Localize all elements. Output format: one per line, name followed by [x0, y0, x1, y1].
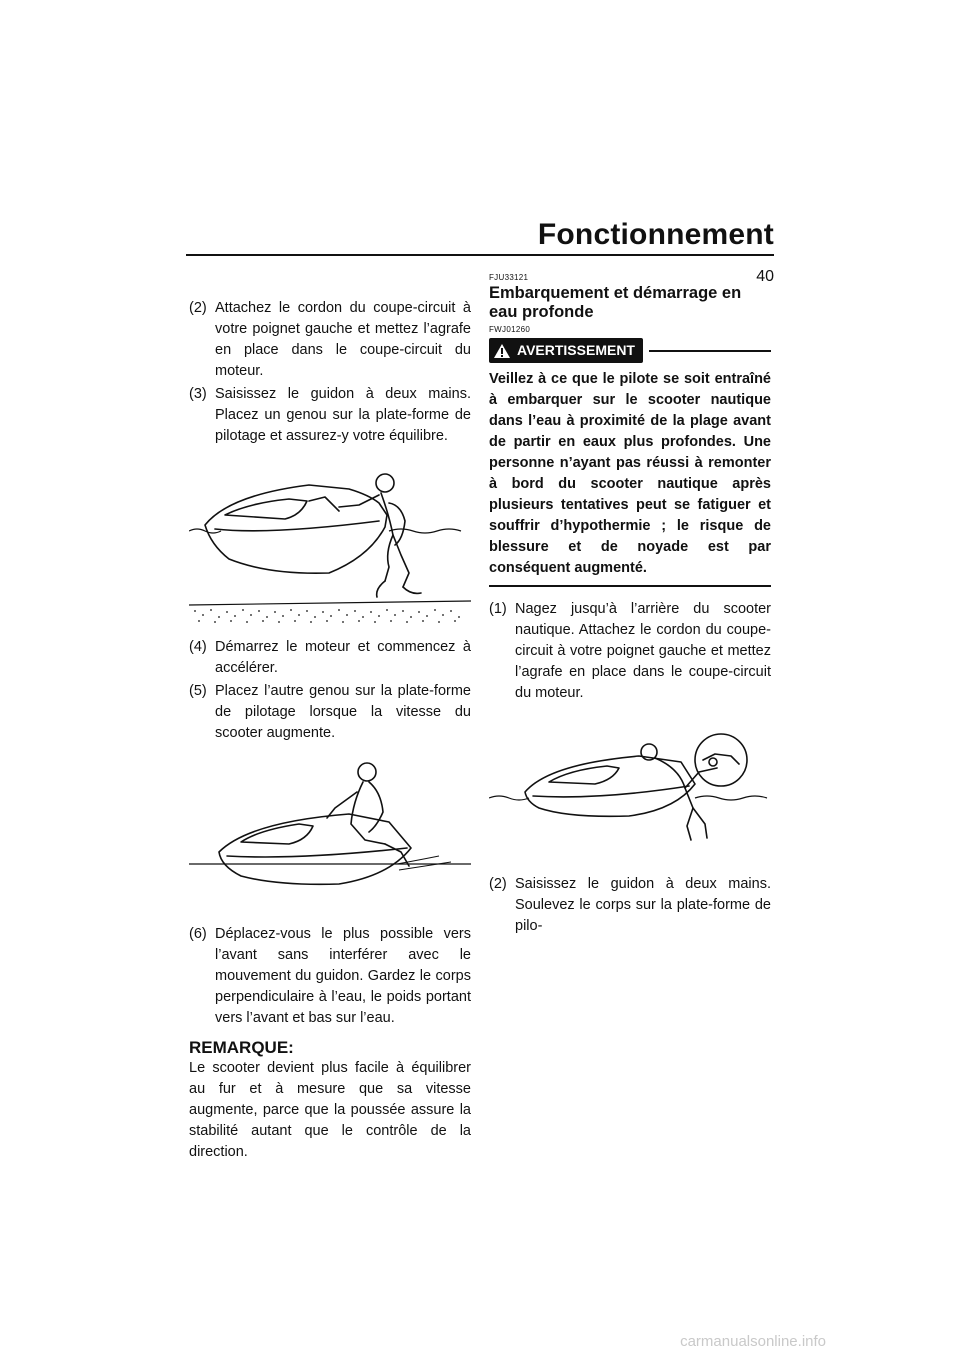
step-3: [189, 384, 471, 447]
warning-badge: [489, 338, 643, 363]
step-text: Nagez jusqu’à l’arrière du scooter nautique. Attachez le cordon du coupe-circuit à votre poignet gauche et mettez l’agrafe en place dans le coupe-circuit du moteur.: [515, 601, 771, 701]
step-number: (6): [189, 926, 207, 942]
warning-rule: [649, 350, 771, 352]
section-title: Embarquement et démarrage en eau profonde: [489, 284, 742, 321]
step-text: Démarrez le moteur et commencez à accélérer.: [215, 639, 471, 676]
warning-code: FWJ01260: [489, 325, 531, 334]
step-text: Saisissez le guidon à deux mains. Soulevez le corps sur la plate-forme de pilo-: [515, 876, 771, 934]
illustration-kneeling-rider: [189, 752, 471, 912]
left-column: [189, 298, 471, 1163]
step-number: (2): [189, 300, 207, 316]
warning-end-rule: [489, 585, 771, 587]
step-number: (1): [489, 601, 507, 617]
warning-text: Veillez à ce que le pilote se soit entraîné à embarquer sur le scooter nautique dans l’eau à proximité de la plage avant de partir en eaux plus profondes. Une personne n’ayant pas réussi à remonter à bord du scooter nautique après plusieurs tentatives peut se fatiguer et souffrir d’hypothermie ; le risque de blessure et de noyade est par conséquent augmenté.: [489, 371, 771, 576]
step-text: Déplacez-vous le plus possible vers l’avant sans interférer avec le mouvement du guidon. Gardez le corps perpendiculaire à l’eau, le poids portant vers l’avant et bas sur l’eau.: [215, 926, 471, 1026]
step-number: (4): [189, 639, 207, 655]
right-column: [489, 273, 771, 939]
step-number: (3): [189, 386, 207, 402]
warning-header: [489, 338, 771, 363]
illustration-boarding-shore: [189, 455, 471, 625]
step-6: [189, 924, 471, 1029]
section-code: FJU33121: [489, 273, 529, 282]
step-text: Placez l’autre genou sur la plate-forme de pilotage lorsque la vitesse du scooter augmente.: [215, 683, 471, 741]
step-2: [189, 298, 471, 382]
warning-label: AVERTISSEMENT: [517, 342, 635, 358]
step-5: [189, 681, 471, 744]
step-1: [489, 599, 771, 704]
note-text: Le scooter devient plus facile à équilibrer au fur et à mesure que sa vitesse augmente, parce que la poussée assure la stabilité autant que le contrôle de la direction.: [189, 1060, 471, 1160]
header-rule: [186, 254, 774, 256]
step-2-deep: [489, 874, 771, 937]
page-title: Fonctionnement: [537, 218, 774, 251]
warning-triangle-icon: [493, 343, 511, 359]
step-text: Attachez le cordon du coupe-circuit à votre poignet gauche et mettez l’agrafe en place dans le coupe-circuit du moteur.: [215, 300, 471, 379]
note-title: REMARQUE:: [189, 1038, 294, 1057]
watermark: carmanualsonline.info: [680, 1333, 826, 1350]
step-4: [189, 637, 471, 679]
illustration-swimmer-reboarding: [489, 712, 771, 862]
step-text: Saisissez le guidon à deux mains. Placez un genou sur la plate-forme de pilotage et assurez-y votre équilibre.: [215, 386, 471, 444]
step-number: (2): [489, 876, 507, 892]
page-number: 40: [756, 268, 774, 285]
step-number: (5): [189, 683, 207, 699]
